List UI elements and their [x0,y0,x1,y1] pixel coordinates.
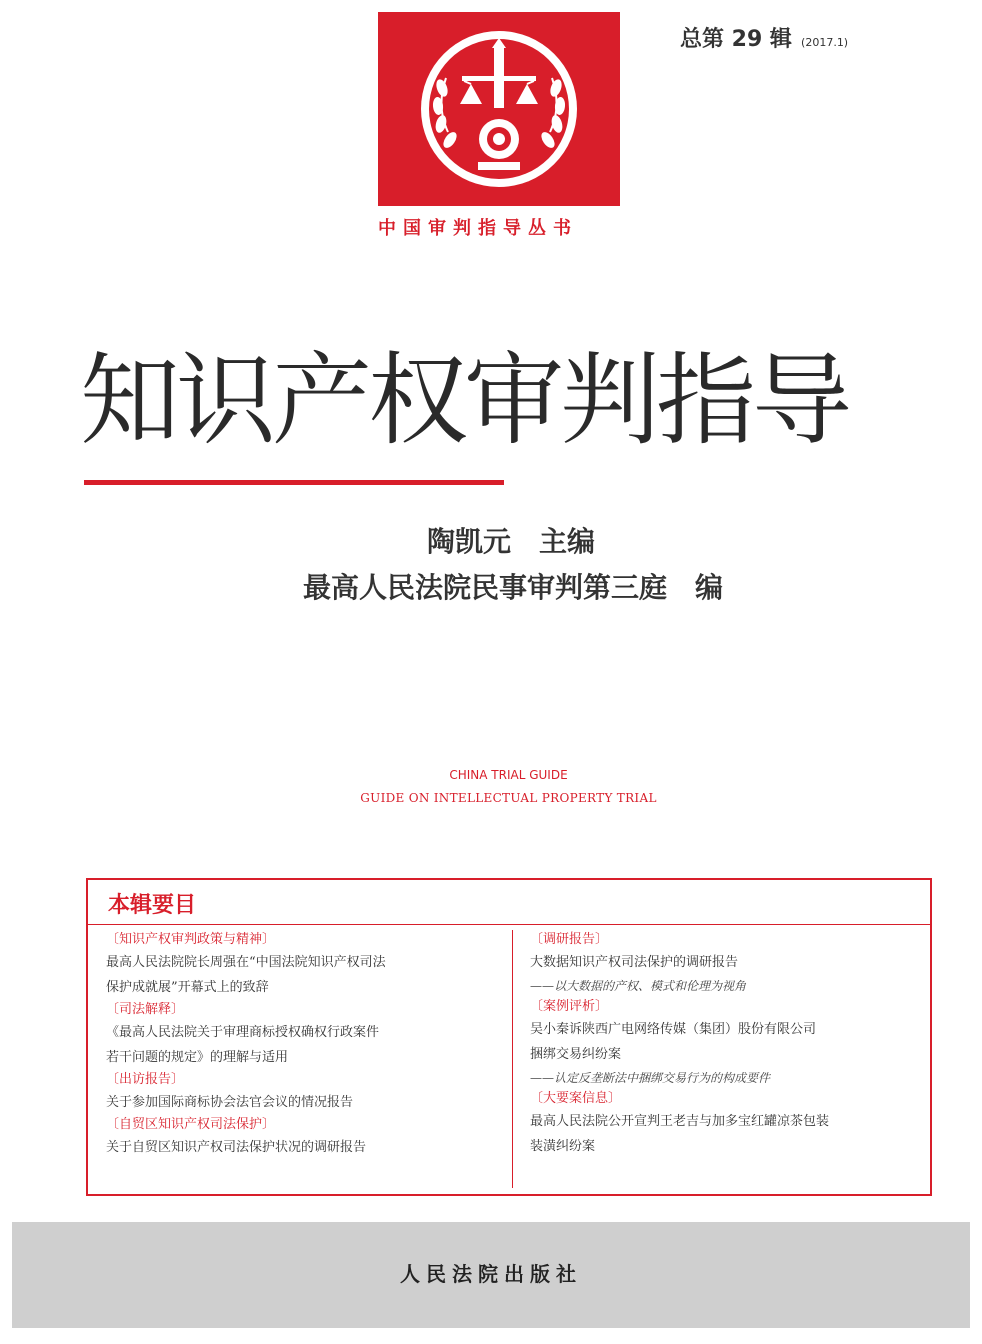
contents-item: 《最高人民法院关于审理商标授权确权行政案件 [106,1025,380,1040]
category-label: 〔调研报告〕 [530,932,609,947]
book-title: 知识产权审判指导 [80,342,848,459]
category-label: 〔自贸区知识产权司法保护〕 [106,1117,276,1132]
contents-box [86,878,932,1196]
contents-item: 关于自贸区知识产权司法保护状况的调研报告 [106,1140,367,1155]
contents-right-column [530,930,920,1159]
contents-item: 关于参加国际商标协会法官会议的情况报告 [106,1095,354,1110]
contents-item: 大数据知识产权司法保护的调研报告 [530,955,739,970]
category-label: 〔知识产权审判政策与精神〕 [106,932,276,947]
category-label: 〔出访报告〕 [106,1072,185,1087]
contents-item: 捆绑交易纠纷案 [530,1047,622,1062]
contents-item: 最高人民法院公开宣判王老吉与加多宝红罐凉茶包装 [530,1114,830,1129]
issue-date: (2017.1) [801,36,849,49]
series-name: 中国审判指导丛书 [378,218,578,239]
contents-item: 最高人民法院院长周强在“中国法院知识产权司法 [106,955,386,970]
court-emblem-icon [378,12,620,206]
category-label: 〔大要案信息〕 [530,1091,622,1106]
contents-subtitle: ——认定反垄断法中捆绑交易行为的构成要件 [530,1071,771,1085]
title-underline [84,480,504,485]
contents-item: 吴小秦诉陕西广电网络传媒（集团）股份有限公司 [530,1022,817,1037]
contents-left-column [106,930,508,1160]
category-label: 〔司法解释〕 [106,1002,185,1017]
chief-editor: 陶凯元 主编 [426,525,595,558]
category-label: 〔案例评析〕 [530,999,609,1014]
contents-item: 装潢纠纷案 [530,1139,596,1154]
publisher: 人民法院出版社 [400,1262,582,1286]
contents-subtitle: ——以大数据的产权、模式和伦理为视角 [530,979,747,993]
contents-item: 保护成就展”开幕式上的致辞 [106,980,269,995]
contents-heading: 本辑要目 [108,893,197,918]
contents-item: 若干问题的规定》的理解与适用 [106,1050,289,1065]
compiler: 最高人民法院民事审判第三庭 编 [302,571,723,604]
issue-number [680,22,848,53]
english-book-title: GUIDE ON INTELLECTUAL PROPERTY TRIAL [360,791,657,805]
contents-header [88,880,930,925]
issue-label: 总第 29 辑 [680,27,792,52]
english-series-title: CHINA TRIAL GUIDE [449,768,568,782]
column-divider [512,930,513,1188]
emblem-panel [378,12,620,206]
